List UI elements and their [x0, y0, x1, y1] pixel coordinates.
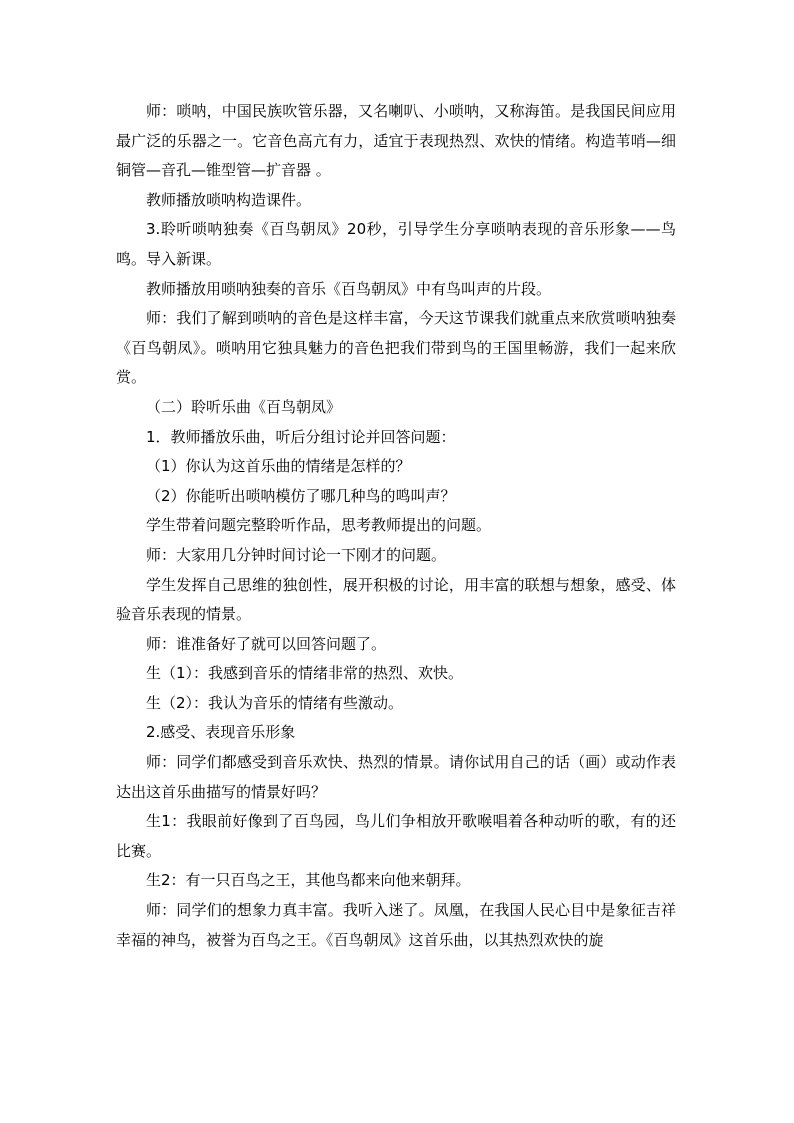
paragraph-student-1-bird-garden: 生1：我眼前好像到了百鸟园，鸟儿们争相放开歌喉唱着各种动听的歌，有的还比赛。	[116, 812, 676, 860]
paragraph-students-discuss: 学生发挥自己思维的独创性，展开积极的讨论，用丰富的联想与想象，感受、体验音乐表现的情景。	[116, 575, 676, 624]
paragraph-suona-intro: 师：唢呐，中国民族吹管乐器，又名喇叭、小唢呐，又称海笛。是我国民间应用最广泛的乐器之一。它音色高亢有力，适宜于表现热烈、欢快的情绪。构造苇哨—细铜管—音孔—锥型管—扩音器 。	[116, 102, 676, 180]
paragraph-students-listen: 学生带着问题完整聆听作品，思考教师提出的问题。	[146, 516, 492, 535]
paragraph-listen-solo: 3.聆听唢呐独奏《百鸟朝凤》20秒，引导学生分享唢呐表现的音乐形象——鸟鸣。导入新课。	[116, 220, 676, 268]
answer-student-2: 生（2）：我认为音乐的情绪有些激动。	[146, 693, 404, 712]
question-1: （1）你认为这首乐曲的情绪是怎样的？	[146, 457, 411, 476]
paragraph-student-2-bird-king: 生2：有一只百鸟之王，其他鸟都来向他来朝拜。	[146, 871, 471, 890]
answer-student-1: 生（1）：我感到音乐的情绪非常的热烈、欢快。	[146, 664, 464, 683]
paragraph-teacher-plays-bird-clip: 教师播放用唢呐独奏的音乐《百鸟朝凤》中有鸟叫声的片段。	[146, 279, 552, 298]
paragraph-step-1: 1．教师播放乐曲，听后分组讨论并回答问题：	[146, 427, 456, 446]
subheading-feel-express: 2.感受、表现音乐形象	[146, 723, 296, 742]
question-2: （2）你能听出唢呐模仿了哪几种鸟的鸣叫声？	[146, 486, 456, 505]
paragraph-teacher-phoenix: 师：同学们的想象力真丰富。我听入迷了。凤凰，在我国人民心目中是象征吉祥幸福的神鸟，被誉为百鸟之王。《百鸟朝凤》这首乐曲，以其热烈欢快的旋	[116, 901, 676, 949]
paragraph-teacher-introduce-lesson: 师：我们了解到唢呐的音色是这样丰富，今天这节课我们就重点来欣赏唢呐独奏《百鸟朝凤》。唢呐用它独具魅力的音色把我们带到鸟的王国里畅游，我们一起来欣赏。	[116, 309, 676, 387]
paragraph-teacher-express: 师：同学们都感受到音乐欢快、热烈的情景。请你试用自己的话（画）或动作表达出这首乐曲描写的情景好吗？	[116, 753, 676, 801]
paragraph-teacher-discuss: 师：大家用几分钟时间讨论一下刚才的问题。	[146, 545, 447, 564]
paragraph-teacher-plays-courseware: 教师播放唢呐构造课件。	[146, 190, 312, 209]
document-body	[116, 97, 676, 955]
section-heading-listen-piece: （二）聆听乐曲《百鸟朝凤》	[146, 397, 342, 416]
paragraph-teacher-ready: 师：谁准备好了就可以回答问题了。	[146, 634, 387, 653]
